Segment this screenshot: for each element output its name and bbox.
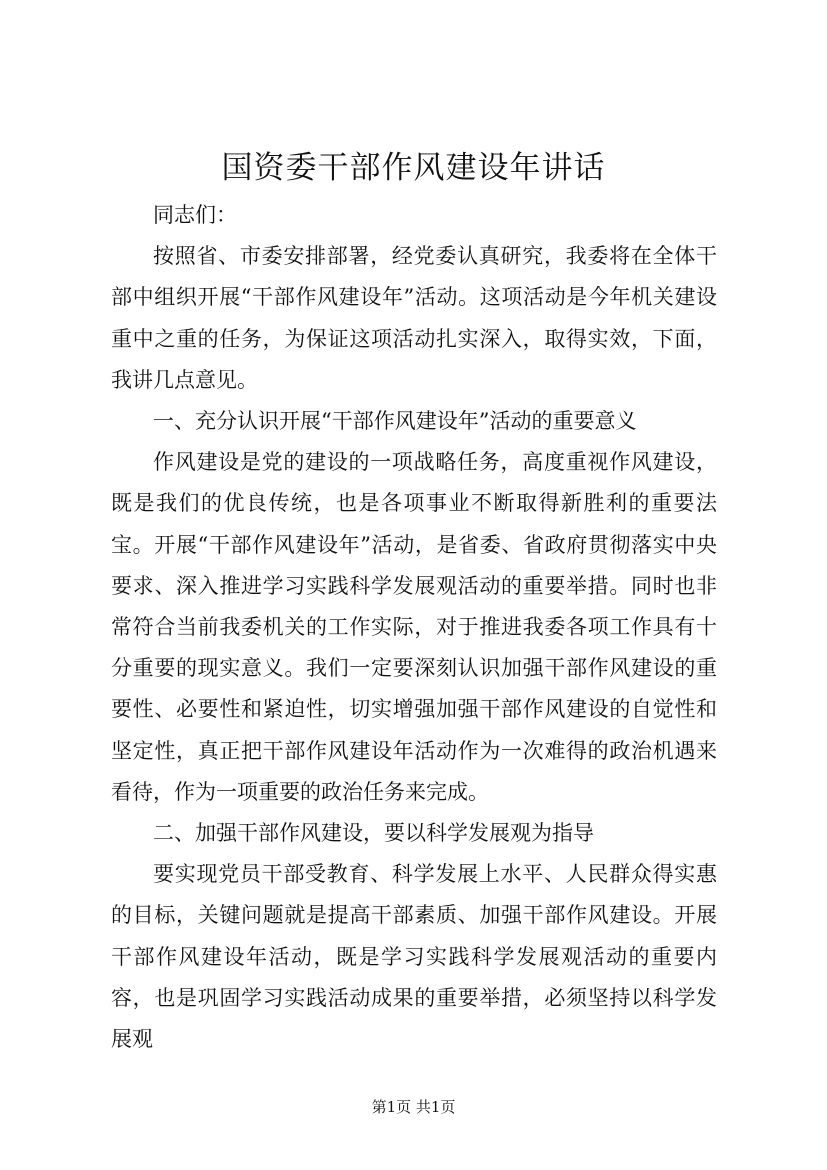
page-footer: 第1页 共1页 — [371, 1098, 456, 1116]
section-1-paragraph: 作风建设是党的建设的一项战略任务，高度重视作风建设，既是我们的优良传统，也是各项事业不断取得新胜利的重要法宝。开展“干部作风建设年”活动，是省委、省政府贯彻落实中央要求、深入推进学习实践科学发展观活动的重要举措。同时也非常符合当前我委机关的工作实际，对于推进我委各项工作具有十分重要的现实意义。我们一定要深刻认识加强干部作风建设的重要性、必要性和紧迫性，切实增强加强干部作风建设的自觉性和坚定性，真正把干部作风建设年活动作为一次难得的政治机遇来看待，作为一项重要的政治任务来完成。 — [111, 450, 717, 804]
document-title: 国资委干部作风建设年讲话 — [221, 150, 606, 186]
salutation-paragraph: 同志们： — [153, 203, 237, 227]
intro-paragraph: 按照省、市委安排部署，经党委认真研究，我委将在全体干部中组织开展“干部作风建设年”活动。这项活动是今年机关建设重中之重的任务，为保证这项活动扎实深入，取得实效，下面，我讲几点意见。 — [111, 244, 717, 392]
section-heading-2: 二、加强干部作风建设，要以科学发展观为指导 — [153, 821, 594, 846]
document-body — [111, 195, 717, 1060]
section-heading-1: 一、充分认识开展“干部作风建设年”活动的重要意义 — [153, 409, 637, 434]
section-2-paragraph: 要实现党员干部受教育、科学发展上水平、人民群众得实惠的目标，关键问题就是提高干部素质、加强干部作风建设。开展干部作风建设年活动，既是学习实践科学发展观活动的重要内容，也是巩固学习实践活动成果的重要举措，必须坚持以科学发展观 — [111, 862, 717, 1052]
